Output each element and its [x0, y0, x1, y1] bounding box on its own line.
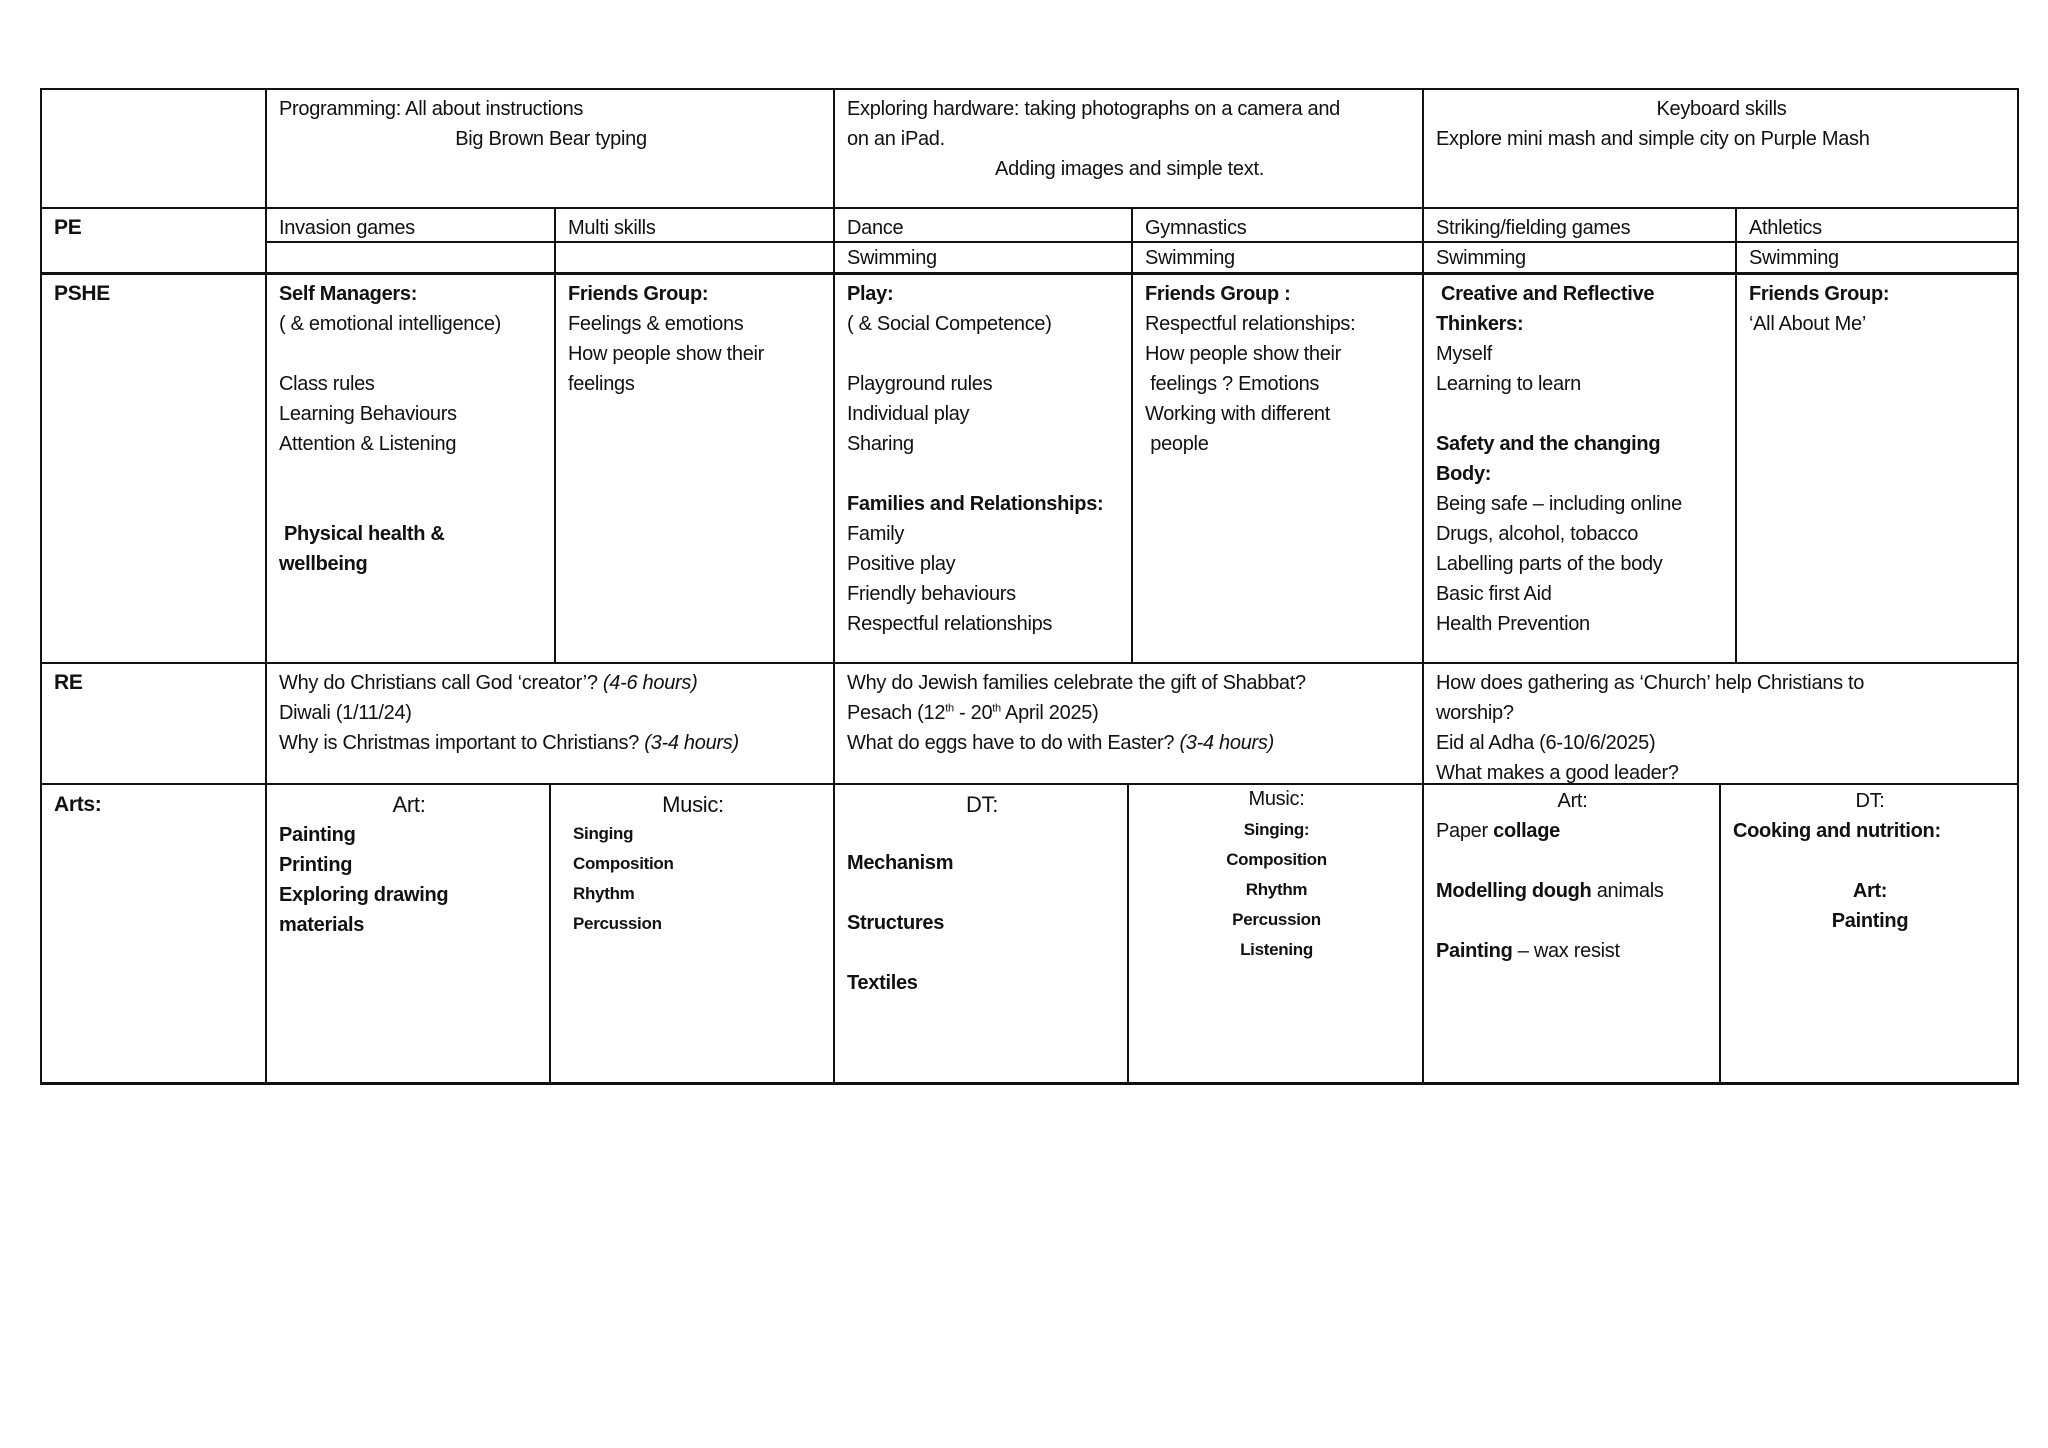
pshe-item: Myself — [1436, 343, 1492, 365]
pshe-item: Labelling parts of the body — [1436, 553, 1663, 575]
re-hours: (4-6 hours) — [602, 672, 698, 694]
arts-spring2-title: Music: — [1248, 788, 1305, 810]
pshe-item: Individual play — [847, 403, 970, 425]
arts-summer1-title: Art: — [1557, 790, 1588, 812]
pshe-autumn1-heading2: Physical health & — [284, 523, 445, 545]
pshe-item: Family — [847, 523, 905, 545]
arts-item: Composition — [573, 854, 674, 873]
re-summer — [1424, 664, 2017, 788]
arts-spring1 — [835, 786, 1127, 998]
pshe-summer1-heading: Creative and Reflective — [1441, 283, 1655, 305]
computing-spring-line2: on an iPad. — [847, 128, 945, 150]
re-spring-line1: Why do Jewish families celebrate the gift of Shabbat? — [847, 672, 1306, 694]
row-label-arts: Arts: — [54, 793, 102, 816]
arts-autumn1 — [267, 786, 549, 940]
pe-spring2-swimming: Swimming — [1145, 247, 1235, 269]
arts-item: Rhythm — [573, 884, 635, 903]
pshe-item: Health Prevention — [1436, 613, 1590, 635]
re-hours: (3-4 hours) — [1179, 732, 1274, 754]
computing-spring-line3: Adding images and simple text. — [995, 158, 1264, 180]
table-border-right — [2017, 88, 2019, 1085]
re-autumn-line1 — [279, 668, 823, 698]
re-autumn — [267, 664, 833, 758]
pshe-item: How people show their — [1145, 343, 1342, 365]
pe-spring1-swimming: Swimming — [847, 247, 937, 269]
arts-item: Percussion — [573, 914, 662, 933]
computing-spring-line1: Exploring hardware: taking photographs on a camera and — [847, 98, 1341, 120]
re-summer-line1: How does gathering as ‘Church’ help Christians to — [1436, 672, 1865, 694]
arts-item: Printing — [279, 854, 353, 876]
computing-autumn — [267, 90, 833, 154]
pshe-item: Respectful relationships — [847, 613, 1053, 635]
arts-autumn2-title: Music: — [662, 792, 724, 817]
pshe-item: Positive play — [847, 553, 956, 575]
arts-spring1-title: DT: — [965, 792, 999, 817]
pe-spring1: Dance — [847, 217, 904, 239]
pe-summer2-swimming: Swimming — [1749, 247, 1839, 269]
computing-spring — [835, 90, 1422, 184]
pshe-item: Drugs, alcohol, tobacco — [1436, 523, 1639, 545]
pshe-item: Sharing — [847, 433, 914, 455]
arts-item: Percussion — [1232, 910, 1321, 929]
arts-text: Paper — [1436, 820, 1494, 842]
pshe-autumn1-heading: Self Managers: — [279, 283, 418, 305]
computing-summer — [1424, 90, 2017, 154]
pshe-item: Class rules — [279, 373, 375, 395]
pshe-summer2-heading: Friends Group: — [1749, 283, 1890, 305]
re-text: Pesach (12 — [847, 702, 946, 724]
pshe-item: Playground rules — [847, 373, 993, 395]
pshe-autumn1 — [267, 275, 554, 579]
re-summer-line3: Eid al Adha (6-10/6/2025) — [1436, 732, 1656, 754]
arts-summer2-heading: Cooking and nutrition: — [1733, 820, 1941, 842]
pshe-spring1-heading2: Families and Relationships: — [847, 493, 1104, 515]
pshe-spring2 — [1133, 275, 1422, 459]
pshe-spring1-heading: Play: — [847, 283, 894, 305]
row-label-re: RE — [54, 671, 83, 694]
re-sup: th — [992, 702, 1001, 715]
arts-summer2-title: DT: — [1855, 790, 1885, 812]
arts-item: Structures — [847, 912, 945, 934]
arts-item: Listening — [1240, 940, 1313, 959]
computing-autumn-line2: Big Brown Bear typing — [455, 128, 647, 150]
re-autumn-line2: Diwali (1/11/24) — [279, 702, 412, 724]
pshe-spring2-heading: Friends Group : — [1145, 283, 1291, 305]
re-text: - 20 — [953, 702, 993, 724]
pshe-autumn1-sub: ( & emotional intelligence) — [279, 313, 502, 335]
arts-summer2-item: Painting — [1831, 910, 1909, 932]
re-spring-line2 — [847, 698, 1412, 728]
arts-summer1-line2 — [1436, 876, 1709, 906]
pshe-item: Friendly behaviours — [847, 583, 1016, 605]
computing-autumn-line1: Programming: All about instructions — [279, 98, 584, 120]
pe-spring2: Gymnastics — [1145, 217, 1247, 239]
arts-text: – wax resist — [1512, 940, 1620, 962]
arts-item: Painting — [279, 824, 356, 846]
re-question: What do eggs have to do with Easter? — [847, 732, 1180, 754]
arts-item: Mechanism — [847, 852, 954, 874]
row-label-pe: PE — [54, 216, 82, 239]
pshe-item: Basic first Aid — [1436, 583, 1552, 605]
arts-summer2-heading2: Art: — [1852, 880, 1888, 902]
re-spring — [835, 664, 1422, 758]
arts-text: Modelling dough — [1436, 880, 1592, 902]
pshe-item: feelings ? Emotions — [1145, 373, 1320, 395]
arts-summer1-line1 — [1436, 816, 1709, 846]
pe-summer1: Striking/fielding games — [1436, 217, 1631, 239]
pshe-autumn2 — [556, 275, 833, 399]
arts-summer1 — [1424, 786, 1719, 966]
arts-item: Textiles — [847, 972, 918, 994]
re-text: April 2025) — [1000, 702, 1099, 724]
pshe-summer1 — [1424, 275, 1735, 639]
arts-text: collage — [1493, 820, 1560, 842]
arts-item: Singing: — [1243, 820, 1310, 839]
arts-item: materials — [279, 914, 365, 936]
table-border-bottom — [40, 1082, 2019, 1085]
arts-item: Composition — [1226, 850, 1327, 869]
pshe-item: feelings — [568, 373, 635, 395]
pshe-item: Working with different — [1145, 403, 1330, 425]
arts-summer1-line3 — [1436, 936, 1709, 966]
pshe-spring1-sub: ( & Social Competence) — [847, 313, 1052, 335]
pe-autumn1: Invasion games — [279, 217, 415, 239]
pe-autumn2: Multi skills — [568, 217, 656, 239]
pshe-autumn2-heading: Friends Group: — [568, 283, 709, 305]
arts-autumn1-title: Art: — [392, 792, 426, 817]
pshe-item: How people show their — [568, 343, 765, 365]
pshe-summer2 — [1737, 275, 2017, 339]
arts-text: animals — [1591, 880, 1664, 902]
computing-summer-line1: Keyboard skills — [1656, 98, 1787, 120]
arts-item: Exploring drawing — [279, 884, 449, 906]
pshe-item: people — [1145, 433, 1209, 455]
arts-summer2 — [1721, 786, 2017, 936]
pshe-item: Learning Behaviours — [279, 403, 457, 425]
pshe-spring1 — [835, 275, 1131, 639]
pe-summer2: Athletics — [1749, 217, 1822, 239]
pshe-item: ‘All About Me’ — [1749, 313, 1866, 335]
arts-spring2 — [1129, 786, 1422, 966]
pshe-summer1-heading2: Safety and the changing — [1436, 433, 1661, 455]
re-spring-line3 — [847, 728, 1412, 758]
arts-item: Singing — [573, 824, 634, 843]
arts-autumn2 — [551, 786, 833, 940]
pshe-summer1-heading2b: Body: — [1436, 463, 1492, 485]
re-question: Why is Christmas important to Christians? — [279, 732, 645, 754]
arts-text: Painting — [1436, 940, 1513, 962]
re-hours: (3-4 hours) — [644, 732, 739, 754]
pshe-item: Feelings & emotions — [568, 313, 744, 335]
pshe-autumn1-heading2b: wellbeing — [279, 553, 368, 575]
arts-item: Rhythm — [1245, 880, 1308, 899]
re-autumn-line3 — [279, 728, 823, 758]
re-question: Why do Christians call God ‘creator’? — [279, 672, 603, 694]
re-sup: th — [945, 702, 954, 715]
computing-summer-line2: Explore mini mash and simple city on Purple Mash — [1436, 128, 1870, 150]
re-summer-line2: worship? — [1436, 702, 1514, 724]
pshe-summer1-heading-b: Thinkers: — [1436, 313, 1524, 335]
pe-summer1-swimming: Swimming — [1436, 247, 1526, 269]
pshe-item: Learning to learn — [1436, 373, 1582, 395]
re-summer-line4: What makes a good leader? — [1436, 762, 1679, 784]
pshe-item: Attention & Listening — [279, 433, 457, 455]
pshe-item: Being safe – including online — [1436, 493, 1682, 515]
pshe-item: Respectful relationships: — [1145, 313, 1356, 335]
row-label-pshe: PSHE — [54, 282, 110, 305]
